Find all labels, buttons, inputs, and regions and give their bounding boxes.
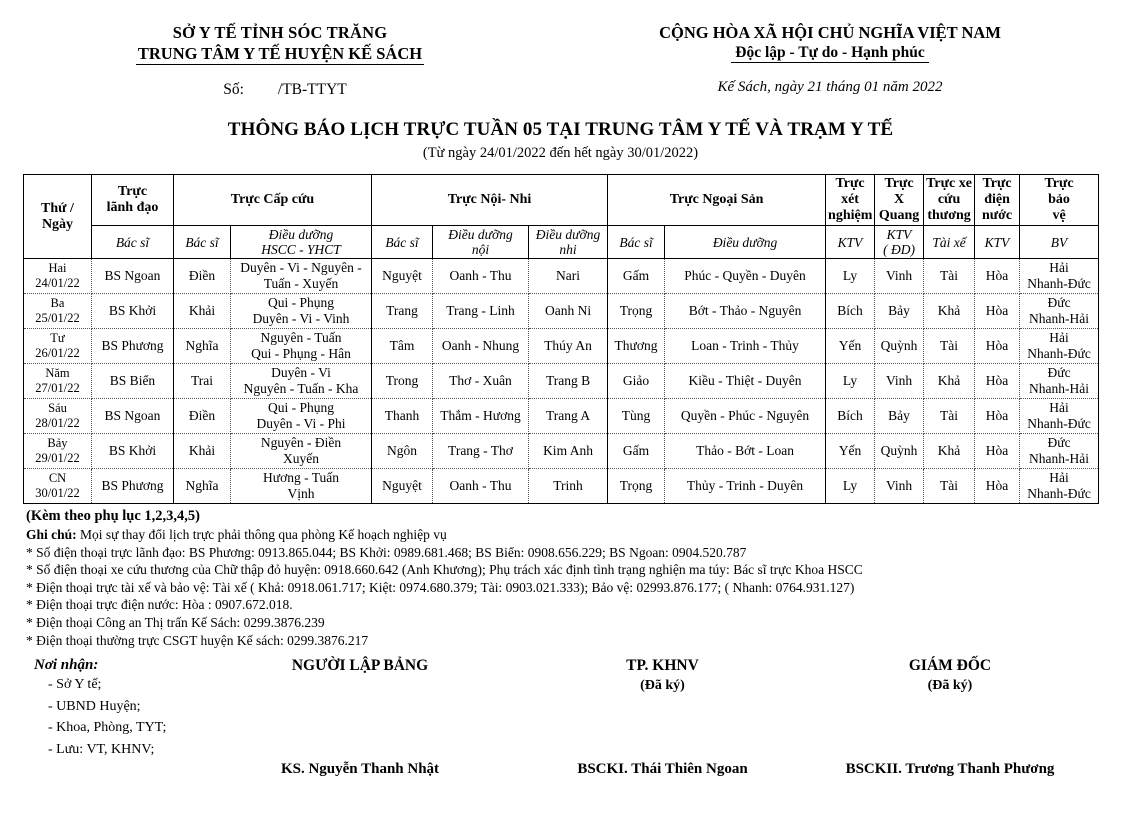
cell-xray	[875, 329, 924, 364]
cell-er-nurse	[231, 294, 372, 329]
cell-internal-doctor	[372, 329, 433, 364]
cell-er-nurse-line: Qui - Phụng	[267, 295, 334, 310]
cell-guard-line: Hải	[1049, 400, 1069, 415]
cell-surgery-nurse	[665, 329, 826, 364]
cell-day-line: 30/01/22	[35, 486, 80, 500]
cell-leader	[92, 434, 174, 469]
th-utility-tech: KTV	[975, 226, 1020, 259]
cell-utility-line: Hòa	[985, 303, 1009, 318]
cell-surgery-doctor-line: Trọng	[619, 303, 653, 318]
recipients-title: Nơi nhận:	[34, 657, 99, 674]
director-name: BSCKII. Trương Thanh Phương	[845, 761, 1055, 778]
cell-driver	[924, 364, 975, 399]
cell-internal-doctor-line: Tâm	[389, 338, 415, 353]
cell-guard	[1020, 294, 1099, 329]
cell-guard-line: Nhanh-Hải	[1029, 381, 1090, 396]
table-row	[24, 364, 1099, 399]
cell-driver-line: Tài	[940, 268, 959, 283]
cell-surgery-nurse	[665, 399, 826, 434]
cell-er-nurse-line: Hương - Tuấn	[263, 470, 339, 485]
cell-leader	[92, 469, 174, 504]
cell-leader-line: BS Phương	[101, 338, 164, 353]
cell-leader	[92, 399, 174, 434]
director-title: GIÁM ĐỐC	[908, 657, 992, 675]
notes-section	[0, 504, 1121, 649]
cell-surgery-doctor	[608, 434, 665, 469]
cell-day-line: 26/01/22	[35, 346, 80, 360]
cell-internal-nurse	[433, 434, 529, 469]
khnv-name: BSCKI. Thái Thiên Ngoan	[577, 761, 748, 778]
cell-er-nurse-line: Vịnh	[287, 486, 315, 501]
cell-er-doctor	[174, 329, 231, 364]
cell-peds-nurse-line: Oanh Ni	[544, 303, 592, 318]
cell-xray	[875, 364, 924, 399]
cell-surgery-nurse-line: Phúc - Quyền - Duyên	[684, 268, 806, 283]
cell-internal-nurse	[433, 469, 529, 504]
cell-er-nurse-line: Duyên - Vi	[271, 365, 331, 380]
cell-day-line: Hai	[48, 261, 67, 275]
cell-driver	[924, 329, 975, 364]
cell-guard	[1020, 364, 1099, 399]
th-surgery-ob-duty: Trực Ngoại Sản	[608, 175, 826, 226]
th-lab-duty: Trực xét nghiệm	[826, 175, 875, 226]
cell-leader-line: BS Ngoan	[104, 408, 161, 423]
th-utility-duty: Trực điện nước	[975, 175, 1020, 226]
cell-leader-line: BS Biển	[109, 373, 156, 388]
cell-lab	[826, 434, 875, 469]
cell-surgery-nurse	[665, 259, 826, 294]
cell-surgery-doctor	[608, 399, 665, 434]
recipient-item: - Lưu: VT, KHNV;	[48, 741, 155, 757]
cell-lab	[826, 364, 875, 399]
cell-leader-line: BS Ngoan	[104, 268, 161, 283]
cell-lab-line: Yến	[838, 338, 862, 353]
cell-guard-line: Nhanh-Đức	[1027, 486, 1091, 501]
cell-er-doctor-line: Khải	[188, 443, 216, 458]
cell-internal-nurse-line: Oanh - Nhung	[441, 338, 520, 353]
table-body	[24, 259, 1099, 504]
cell-day-line: Sáu	[48, 401, 67, 415]
cell-er-doctor-line: Nghĩa	[185, 338, 219, 353]
cell-guard-line: Nhanh-Đức	[1027, 276, 1091, 291]
cell-er-doctor	[174, 469, 231, 504]
cell-guard	[1020, 259, 1099, 294]
cell-surgery-nurse-line: Bớt - Thảo - Nguyên	[688, 303, 802, 318]
cell-guard-line: Nhanh-Hải	[1029, 451, 1090, 466]
cell-xray-line: Vinh	[885, 373, 913, 388]
header-right-block	[560, 22, 1100, 99]
cell-er-nurse-line: Duyên - Vi - Nguyên -	[240, 260, 362, 275]
document-number-line	[0, 81, 560, 99]
maker-signature-block	[230, 657, 490, 778]
khnv-signed-mark: (Đã ký)	[640, 678, 685, 694]
cell-surgery-nurse-line: Quyền - Phúc - Nguyên	[680, 408, 810, 423]
cell-guard-line: Đức	[1047, 295, 1071, 310]
cell-er-doctor	[174, 364, 231, 399]
cell-surgery-doctor	[608, 469, 665, 504]
th-surgery-doctor: Bác sĩ	[608, 226, 665, 259]
cell-internal-nurse-line: Trang - Thơ	[448, 443, 513, 458]
cell-internal-nurse	[433, 294, 529, 329]
cell-peds-nurse-line: Nari	[556, 268, 581, 283]
cell-utility	[975, 434, 1020, 469]
cell-peds-nurse-line: Thúy An	[544, 338, 592, 353]
national-title: CỘNG HÒA XÃ HỘI CHỦ NGHĨA VIỆT NAM	[659, 23, 1001, 42]
cell-lab	[826, 294, 875, 329]
cell-peds-nurse	[529, 329, 608, 364]
cell-day-line: Ba	[50, 296, 65, 310]
cell-surgery-nurse	[665, 469, 826, 504]
table-row	[24, 469, 1099, 504]
place-and-date: Kế Sách, ngày 21 tháng 01 năm 2022	[717, 79, 943, 95]
maker-name: KS. Nguyễn Thanh Nhật	[280, 761, 440, 778]
cell-guard-line: Nhanh-Hải	[1029, 311, 1090, 326]
cell-surgery-doctor-line: Gấm	[622, 268, 650, 283]
document-number-label: Số:	[223, 81, 244, 98]
th-internal-peds-duty: Trực Nội- Nhi	[372, 175, 608, 226]
cell-utility	[975, 259, 1020, 294]
cell-xray-line: Vinh	[885, 478, 913, 493]
table-row	[24, 329, 1099, 364]
th-guard-staff: BV	[1020, 226, 1099, 259]
recipients-list	[34, 674, 166, 760]
cell-surgery-doctor-line: Tùng	[621, 408, 651, 423]
cell-driver	[924, 259, 975, 294]
cell-er-nurse-line: Qui - Phụng - Hân	[251, 346, 351, 361]
cell-internal-doctor-line: Nguyệt	[382, 268, 422, 283]
cell-peds-nurse-line: Trang A	[545, 408, 591, 423]
cell-guard-line: Nhanh-Đức	[1027, 346, 1091, 361]
cell-leader	[92, 259, 174, 294]
recipient-item: - Khoa, Phòng, TYT;	[48, 720, 167, 736]
cell-day	[24, 294, 92, 329]
cell-utility	[975, 469, 1020, 504]
cell-er-nurse	[231, 329, 372, 364]
cell-er-doctor-line: Điền	[188, 408, 216, 423]
cell-peds-nurse	[529, 399, 608, 434]
cell-internal-doctor-line: Thanh	[384, 408, 420, 423]
cell-utility	[975, 329, 1020, 364]
table-group-header-row	[24, 175, 1099, 226]
cell-internal-doctor	[372, 259, 433, 294]
cell-driver-line: Tài	[940, 478, 959, 493]
th-day: Thứ / Ngày	[24, 175, 92, 259]
cell-utility-line: Hòa	[985, 443, 1009, 458]
cell-lab-line: Bích	[837, 408, 863, 423]
cell-day-line: 25/01/22	[35, 311, 80, 325]
cell-er-nurse-line: Nguyên - Tuấn	[260, 330, 342, 345]
cell-driver-line: Khả	[937, 443, 961, 458]
cell-internal-nurse	[433, 329, 529, 364]
cell-utility-line: Hòa	[985, 478, 1009, 493]
cell-day	[24, 259, 92, 294]
cell-driver-line: Tài	[940, 408, 959, 423]
note-label: Ghi chú:	[26, 527, 77, 542]
cell-leader	[92, 329, 174, 364]
appendix-note: (Kèm theo phụ lục 1,2,3,4,5)	[26, 508, 200, 524]
cell-driver	[924, 469, 975, 504]
khnv-signature-block	[545, 657, 780, 778]
cell-er-nurse	[231, 469, 372, 504]
cell-day	[24, 364, 92, 399]
cell-internal-doctor-line: Trong	[385, 373, 419, 388]
recipient-item: - Sở Y tế;	[48, 677, 102, 693]
cell-guard-line: Hải	[1049, 260, 1069, 275]
cell-er-doctor-line: Trai	[190, 373, 213, 388]
cell-xray	[875, 294, 924, 329]
cell-day	[24, 469, 92, 504]
note-text: Mọi sự thay đổi lịch trực phải thông qua phòng Kế hoạch nghiệp vụ	[76, 527, 447, 542]
cell-guard-line: Hải	[1049, 330, 1069, 345]
cell-peds-nurse-line: Trang B	[545, 373, 591, 388]
cell-er-nurse	[231, 364, 372, 399]
cell-day	[24, 434, 92, 469]
header-left-block	[0, 22, 560, 99]
cell-internal-doctor-line: Trang	[386, 303, 418, 318]
cell-er-nurse-line: Nguyên - Điền	[260, 435, 342, 450]
note-line: * Số điện thoại trực lãnh đạo: BS Phương: 0913.865.044; BS Khởi: 0989.681.468; BS Biển: 0908.656.229; BS Ngoan: 0904.520.787	[26, 544, 747, 560]
cell-lab-line: Ly	[842, 373, 858, 388]
cell-internal-doctor	[372, 434, 433, 469]
cell-leader-line: BS Khởi	[108, 443, 157, 458]
recipient-item: - UBND Huyện;	[48, 698, 141, 714]
cell-er-nurse-line: Xuyến	[283, 451, 319, 466]
province-health-dept: SỞ Y TẾ TỈNH SÓC TRĂNG	[172, 23, 388, 42]
cell-surgery-doctor	[608, 294, 665, 329]
cell-leader	[92, 364, 174, 399]
duty-schedule-table	[23, 174, 1099, 504]
th-xray-tech: KTV ( ĐD)	[875, 226, 924, 259]
cell-surgery-nurse-line: Thủy - Trinh - Duyên	[686, 478, 804, 493]
cell-day-line: Bảy	[47, 436, 68, 450]
cell-internal-nurse-line: Oanh - Thu	[449, 478, 512, 493]
cell-internal-nurse-line: Thắm - Hương	[440, 408, 521, 423]
table-row	[24, 259, 1099, 294]
director-signed-mark: (Đã ký)	[927, 678, 973, 694]
document-header	[0, 0, 1121, 99]
note-line: * Điện thoại thường trực CSGT huyện Kế sách: 0299.3876.217	[26, 632, 369, 648]
cell-internal-nurse-line: Trang - Linh	[446, 303, 515, 318]
cell-surgery-nurse	[665, 294, 826, 329]
cell-utility-line: Hòa	[985, 268, 1009, 283]
cell-lab-line: Ly	[842, 268, 858, 283]
cell-internal-doctor	[372, 294, 433, 329]
cell-surgery-nurse	[665, 364, 826, 399]
cell-internal-doctor	[372, 469, 433, 504]
cell-xray-line: Quỳnh	[880, 443, 918, 458]
th-surgery-nurse: Điều dưỡng	[665, 226, 826, 259]
cell-lab	[826, 259, 875, 294]
cell-internal-nurse	[433, 399, 529, 434]
page-title: THÔNG BÁO LỊCH TRỰC TUẦN 05 TẠI TRUNG TÂM Y TẾ VÀ TRẠM Y TẾ	[227, 119, 894, 140]
cell-er-doctor	[174, 434, 231, 469]
general-note	[26, 526, 1121, 544]
cell-internal-doctor-line: Ngôn	[387, 443, 417, 458]
document-number-value: /TB-TTYT	[277, 81, 347, 98]
cell-utility-line: Hòa	[985, 408, 1009, 423]
national-motto: Độc lập - Tự do - Hạnh phúc	[560, 43, 1100, 63]
cell-er-nurse	[231, 259, 372, 294]
note-line: * Số điện thoại xe cứu thương của Chữ thập đỏ huyện: 0918.660.642 (Anh Khương); Phụ trách xác định tình trạng nghiện ma túy: Bác sĩ trực Khoa HSCC	[26, 562, 863, 578]
cell-surgery-nurse	[665, 434, 826, 469]
cell-surgery-nurse-line: Thảo - Bớt - Loan	[696, 443, 794, 458]
cell-lab-line: Ly	[842, 478, 858, 493]
cell-internal-doctor	[372, 399, 433, 434]
cell-utility	[975, 399, 1020, 434]
cell-day	[24, 329, 92, 364]
cell-surgery-nurse-line: Loan - Trinh - Thủy	[691, 338, 799, 353]
cell-guard-line: Nhanh-Đức	[1027, 416, 1091, 431]
cell-xray-line: Vinh	[885, 268, 913, 283]
cell-surgery-doctor	[608, 364, 665, 399]
schedule-table-wrapper	[0, 174, 1121, 504]
th-internal-doctor: Bác sĩ	[372, 226, 433, 259]
recipients-block	[34, 657, 166, 760]
note-line: * Điện thoại trực điện nước: Hòa : 0907.672.018.	[26, 597, 293, 613]
cell-internal-nurse	[433, 259, 529, 294]
cell-guard-line: Đức	[1047, 435, 1071, 450]
director-signature-block	[815, 657, 1085, 778]
cell-surgery-doctor-line: Trọng	[619, 478, 653, 493]
cell-er-nurse-line: Qui - Phụng	[267, 400, 334, 415]
cell-day-line: Tư	[50, 331, 65, 345]
th-leader-doctor: Bác sĩ	[92, 226, 174, 259]
cell-utility	[975, 364, 1020, 399]
th-ambulance-duty: Trực xe cứu thương	[924, 175, 975, 226]
th-leader-duty: Trực lãnh đạo	[92, 175, 174, 226]
cell-xray-line: Quỳnh	[880, 338, 918, 353]
table-row	[24, 294, 1099, 329]
cell-lab	[826, 469, 875, 504]
cell-er-nurse-line: Tuấn - Xuyến	[263, 276, 339, 291]
cell-leader-line: BS Phương	[101, 478, 164, 493]
cell-lab-line: Yến	[838, 443, 862, 458]
table-header	[24, 175, 1099, 259]
cell-peds-nurse-line: Kim Anh	[543, 443, 593, 458]
contact-note-lines	[26, 544, 1121, 650]
cell-driver	[924, 294, 975, 329]
th-er-doctor: Bác sĩ	[174, 226, 231, 259]
cell-xray	[875, 259, 924, 294]
cell-utility-line: Hòa	[985, 338, 1009, 353]
cell-xray	[875, 469, 924, 504]
cell-guard	[1020, 469, 1099, 504]
cell-peds-nurse	[529, 294, 608, 329]
cell-er-doctor-line: Nghĩa	[185, 478, 219, 493]
cell-driver-line: Khả	[937, 303, 961, 318]
table-row	[24, 434, 1099, 469]
page-subtitle: (Từ ngày 24/01/2022 đến hết ngày 30/01/2022)	[422, 145, 699, 161]
cell-day-line: 27/01/22	[35, 381, 80, 395]
cell-er-nurse	[231, 434, 372, 469]
cell-internal-doctor-line: Nguyệt	[382, 478, 422, 493]
cell-xray-line: Bảy	[888, 408, 910, 423]
cell-peds-nurse-line: Trinh	[553, 478, 583, 493]
signature-section	[0, 657, 1121, 807]
cell-guard	[1020, 434, 1099, 469]
cell-driver-line: Tài	[940, 338, 959, 353]
cell-surgery-doctor	[608, 329, 665, 364]
th-er-nurse: Điều dưỡng HSCC - YHCT	[231, 226, 372, 259]
cell-day-line: Năm	[45, 366, 70, 380]
cell-er-doctor	[174, 399, 231, 434]
th-guard-duty: Trực bảo vệ	[1020, 175, 1099, 226]
cell-peds-nurse	[529, 259, 608, 294]
cell-er-nurse-line: Nguyên - Tuấn - Kha	[243, 381, 359, 396]
cell-internal-nurse-line: Oanh - Thu	[449, 268, 512, 283]
cell-internal-doctor	[372, 364, 433, 399]
cell-internal-nurse-line: Thơ - Xuân	[449, 373, 512, 388]
cell-guard-line: Đức	[1047, 365, 1071, 380]
th-internal-nurse: Điều dưỡng nội	[433, 226, 529, 259]
cell-guard	[1020, 399, 1099, 434]
cell-er-doctor	[174, 294, 231, 329]
khnv-title: TP. KHNV	[626, 657, 699, 675]
cell-day	[24, 399, 92, 434]
th-emergency-duty: Trực Cấp cứu	[174, 175, 372, 226]
cell-er-doctor	[174, 259, 231, 294]
cell-xray-line: Bảy	[888, 303, 910, 318]
cell-er-doctor-line: Khải	[188, 303, 216, 318]
cell-driver	[924, 434, 975, 469]
cell-day-line: 24/01/22	[35, 276, 80, 290]
th-peds-nurse: Điều dưỡng nhi	[529, 226, 608, 259]
cell-er-nurse	[231, 399, 372, 434]
cell-peds-nurse	[529, 469, 608, 504]
cell-guard-line: Hải	[1049, 470, 1069, 485]
cell-internal-nurse	[433, 364, 529, 399]
cell-surgery-doctor-line: Gấm	[622, 443, 650, 458]
cell-surgery-doctor-line: Thương	[614, 338, 658, 353]
cell-day-line: 28/01/22	[35, 416, 80, 430]
cell-lab-line: Bích	[837, 303, 863, 318]
note-line: * Điện thoại Công an Thị trấn Kế Sách: 0299.3876.239	[26, 614, 325, 630]
cell-day-line: CN	[48, 471, 67, 485]
table-row	[24, 399, 1099, 434]
cell-leader-line: BS Khởi	[108, 303, 157, 318]
cell-er-doctor-line: Điền	[188, 268, 216, 283]
cell-driver	[924, 399, 975, 434]
cell-xray	[875, 399, 924, 434]
table-sub-header-row	[24, 226, 1099, 259]
cell-lab	[826, 329, 875, 364]
th-xray-duty: Trực X Quang	[875, 175, 924, 226]
cell-lab	[826, 399, 875, 434]
cell-surgery-doctor-line: Giảo	[622, 373, 650, 388]
cell-driver-line: Khả	[937, 373, 961, 388]
cell-xray	[875, 434, 924, 469]
cell-peds-nurse	[529, 434, 608, 469]
th-lab-tech: KTV	[826, 226, 875, 259]
cell-utility-line: Hòa	[985, 373, 1009, 388]
cell-peds-nurse	[529, 364, 608, 399]
note-line: * Điện thoại trực tài xế và bảo vệ: Tài xế ( Khả: 0918.061.717; Kiệt: 0974.680.379; Tài: 0903.021.333); Bảo vệ: 02993.876.177; ( Nhanh: 0764.931.127)	[26, 579, 855, 595]
th-driver: Tài xế	[924, 226, 975, 259]
cell-day-line: 29/01/22	[35, 451, 80, 465]
cell-utility	[975, 294, 1020, 329]
cell-er-nurse-line: Duyên - Vi - Vinh	[252, 311, 350, 326]
maker-title: NGƯỜI LẬP BẢNG	[291, 657, 429, 675]
cell-er-nurse-line: Duyên - Vi - Phi	[256, 416, 346, 431]
district-health-center: TRUNG TÂM Y TẾ HUYỆN KẾ SÁCH	[137, 44, 423, 63]
cell-guard	[1020, 329, 1099, 364]
cell-leader	[92, 294, 174, 329]
cell-surgery-doctor	[608, 259, 665, 294]
cell-surgery-nurse-line: Kiều - Thiệt - Duyên	[688, 373, 802, 388]
